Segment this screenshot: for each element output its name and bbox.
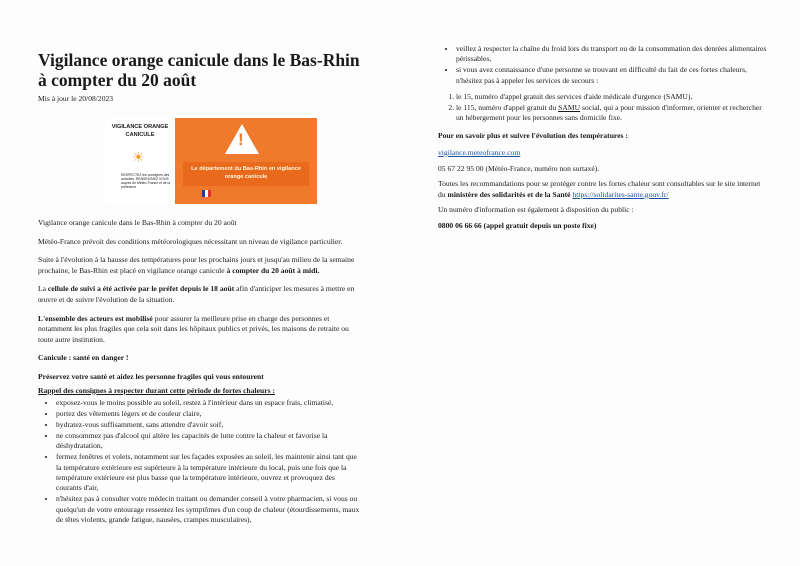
updated-date: Mis à jour le 20/08/2023 xyxy=(38,94,114,103)
consignes-list-continued xyxy=(438,44,768,86)
banner-orange-panel xyxy=(175,118,317,204)
list-item: • n'hésitez pas à consulter votre médecin traitant ou demander conseil à votre pharmacien, si vous ou quelqu'un de votre entourage ressentez les symptômes d'un coup de chaleur (étourdissements, maux de têtes violents, grande fatigue, nausées, crampes musculaires), xyxy=(56,494,360,525)
cellule-paragraph: La cellule de suivi a été activée par le préfet depuis le 18 août afin d'anticiper les mesures à mettre en œuvre et de suivre l'évolution de la situation. xyxy=(38,284,355,304)
rappel-heading: Rappel des consignes à respecter durant cette période de fortes chaleurs : xyxy=(38,385,275,395)
right-column xyxy=(438,44,768,232)
left-column xyxy=(38,50,360,526)
meteofrance-link-line xyxy=(438,148,768,159)
secours-list xyxy=(438,92,768,123)
exclamation-icon: ! xyxy=(238,130,244,149)
banner-small-text: RESPECTEZ les consignes des autorités. RENSEIGNEZ-VOUS auprès de Météo-France et de la préfecture xyxy=(121,173,171,189)
more-heading: Pour en savoir plus et suivre l'évolution des températures : xyxy=(438,131,628,141)
acteurs-paragraph: L'ensemble des acteurs est mobilisé pour assurer la meilleure prise en charge des personnes et notamment les plus fragiles que cela soit dans les hôpitaux publics et privés, les maisons de retraite ou toute autre institution. xyxy=(38,313,349,344)
solidarites-sante-link[interactable]: https://solidarites-sante.gouv.fr/ xyxy=(572,189,669,199)
canicule-heading: Canicule : santé en danger ! xyxy=(38,353,129,363)
sun-icon: ☀ xyxy=(132,151,145,166)
info-line: Un numéro d'information est également à disposition du public : xyxy=(438,205,634,215)
banner-left-title: VIGILANCE ORANGE CANICULE xyxy=(111,124,169,138)
preservez-heading: Préservez votre santé et aidez les personne fragiles qui vous entourent xyxy=(38,371,264,381)
list-item: 1. le 15, numéro d'appel gratuit des services d'aide médicale d'urgence (SAMU), xyxy=(456,92,768,102)
list-item: • exposez-vous le moins possible au soleil, restez à l'intérieur dans un espace frais, climatisé, xyxy=(56,398,360,408)
vigilance-banner xyxy=(105,118,317,204)
page-title: Vigilance orange canicule dans le Bas-Rhin à compter du 20 août xyxy=(38,50,360,90)
samu-link[interactable]: SAMU xyxy=(558,102,581,112)
intro-line: Vigilance orange canicule dans le Bas-Rhin à compter du 20 août xyxy=(38,218,237,227)
list-item: • veillez à respecter la chaîne du froid lors du transport ou de la consommation des denrées alimentaires périssables, xyxy=(456,44,768,65)
meteo-paragraph: Météo-France prévoit des conditions météorologiques nécessitant un niveau de vigilance particulier. xyxy=(38,236,343,246)
list-item: • ne consommez pas d'alcool qui altère les capacités de lutte contre la chaleur et favorise la déshydratation, xyxy=(56,431,360,452)
meteofrance-link[interactable]: vigilance.meteofrance.com xyxy=(438,147,521,157)
list-item: • hydratez-vous suffisamment, sans attendre d'avoir soif, xyxy=(56,420,360,430)
banner-right-text: Le département du Bas-Rhin en vigilance orange canicule xyxy=(183,162,309,186)
hotline-number: 0800 06 66 66 (appel gratuit depuis un poste fixe) xyxy=(438,220,597,230)
list-item: 2. le 115, numéro d'appel gratuit du SAMU social, qui a pour mission d'informer, orienter et rechercher un hébergement pour les personnes sans domicile fixe. xyxy=(456,103,768,124)
french-flag-icon xyxy=(202,190,211,197)
banner-left-panel xyxy=(105,118,175,204)
phone-line: 05 67 22 95 00 (Météo-France, numéro non surtaxé). xyxy=(438,163,600,173)
list-item: • portez des vêtements légers et de couleur claire, xyxy=(56,409,360,419)
evolution-paragraph: Suite à l'évolution à la hausse des températures pour les prochains jours et jusqu'au milieu de la semaine prochaine, le Bas-Rhin est placé en vigilance orange canicule à compter du 20 août à midi. xyxy=(38,255,355,275)
list-item: • si vous avez connaissance d'une personne se trouvant en difficulté du fait de ces fortes chaleurs, n'hésitez pas à appeler les services de secours : xyxy=(456,65,768,86)
recommandations-paragraph: Toutes les recommandations pour se protéger contre les fortes chaleur sont consultables sur le site internet du ministère des solidarités et de la Santé https://solidarites-sante.gouv.fr/ xyxy=(438,179,761,199)
consignes-list xyxy=(38,398,360,525)
list-item: • fermez fenêtres et volets, notamment sur les façades exposées au soleil, les maintenir ainsi tant que la température extérieure est supérieure à la température intérieure du local, puis une fois que la température extérieure est plus basse que la température intérieure, ouvrez et provoquez des courants d'air, xyxy=(56,452,360,494)
